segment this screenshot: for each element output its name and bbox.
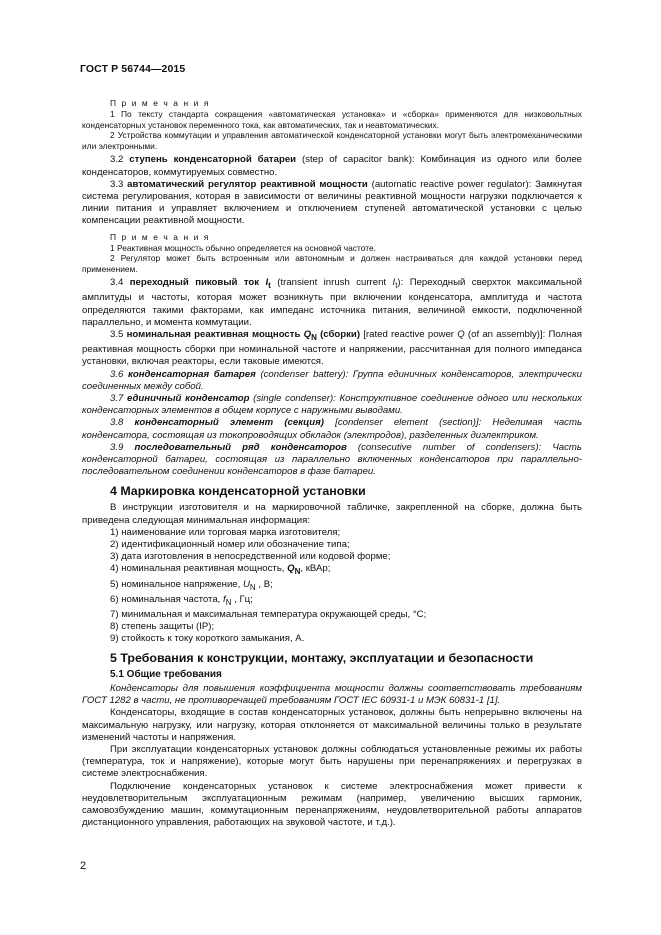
list-item: 3) дата изготовления в непосредственной или кодовой форме; [110, 551, 391, 563]
note-item: 1 По тексту стандарта сокращения «автоматическая установка» и «сборка» применяются для низковольтных конденсаторных установок переменного тока, как автоматических, так и неавтоматических. [82, 109, 582, 130]
page-header: ГОСТ Р 56744—2015 [80, 63, 186, 75]
paragraph: Конденсаторы, входящие в состав конденсаторных установок, должны быть непрерывно включены на максимальную нагрузку, или нагрузку, которая отклоняется от максимальной величины только в результате изменений частоты и напряжения. [82, 707, 582, 743]
list-item: 8) степень защиты (IP); [110, 620, 215, 632]
term-name: последовательный ряд конденсаторов [134, 441, 347, 453]
list-item: 6) номинальная частота, $f_N$ , Гц; [110, 593, 253, 607]
term-3-5: 3.5 номинальная реактивная мощность $Q_N$ (сборки) [rated reactive power Q (of an assembly)]: Полная реактивная мощность сборки при номинальной частоте и напряжении, рассчитанная для полного импеданса установки, включая реакторы, если таковые имеются. [82, 329, 582, 368]
term-name: номинальная реактивная мощность [126, 329, 304, 341]
term-name: автоматический регулятор реактивной мощности [127, 178, 368, 190]
note-item: 2 Устройства коммутации и управления автоматической конденсаторной установки могут быть электромеханическими или электронными. [82, 130, 582, 151]
term-3-9: 3.9 последовательный ряд конденсаторов (consecutive number of condensers): Часть конденсаторной батареи, состоящая из параллельно включенных конденсаторов при параллельно-последовательном соединении конденсаторов в фазе батареи. [82, 441, 582, 478]
list-item: 9) стойкость к току короткого замыкания, А. [110, 633, 305, 645]
term-3-7: 3.7 единичный конденсатор (single condenser): Конструктивное соединение одного или нескольких конденсаторных элементов в общем корпусе с наружными выводами. [82, 393, 582, 417]
list-item: 2) идентификационный номер или обозначение типа; [110, 539, 350, 551]
note-item: 2 Регулятор может быть встроенным или автономным и должен настраиваться для каждой установки перед применением. [82, 253, 582, 274]
list-item: 1) наименование или торговая марка изготовителя; [110, 526, 341, 538]
list-item: 5) номинальное напряжение, $U_N$ , В; [110, 578, 273, 592]
section-5-title: 5 Требования к конструкции, монтажу, эксплуатации и безопасности [110, 651, 534, 666]
term-3-4: 3.4 переходный пиковый ток $I_t$ (transient inrush current $I_t$): Переходный сверхток максимальной амплитуды и частоты, которая может возникнуть при включении конденсатора, амплитуда и частота определяются такими факторами, как импеданс источника питания, величиной емкости, подключенной параллельно, и момента коммутации. [82, 277, 582, 328]
term-name: ступень конденсаторной батареи [129, 154, 297, 166]
page-content [82, 97, 582, 829]
page-number: 2 [80, 860, 87, 872]
term-name: единичный конденсатор [127, 393, 250, 405]
term-3-6: 3.6 конденсаторная батарея (condenser battery): Группа единичных конденсаторов, электрически соединенных между собой. [82, 368, 582, 392]
note-item: 1 Реактивная мощность обычно определяется на основной частоте. [110, 242, 376, 253]
term-name: конденсаторный элемент (секция) [134, 417, 324, 429]
notes-heading: П р и м е ч а н и я [110, 98, 210, 108]
paragraph: Конденсаторы для повышения коэффициента мощности должны соответствовать требованиям ГОСТ 1282 в части, не противоречащей требованиям ГОСТ IEC 60931-1 и МЭК 60831-1 [1]. [82, 682, 582, 707]
term-name: переходный пиковый ток [129, 277, 266, 289]
paragraph: Подключение конденсаторных установок к системе электроснабжения может привести к неудовлетворительным эксплуатационным режимам (например, увеличению высших гармоник, самовозбуждению машин, коммутационным перенапряжениям, неудовлетворительной работы аппаратов дистанционного управления, работающих на звуковой частоте, и т.д.). [82, 780, 582, 829]
section-4-intro: В инструкции изготовителя и на маркировочной табличке, закрепленной на сборке, должна быть приведена следующая минимальная информация: [82, 502, 582, 526]
list-item: 4) номинальная реактивная мощность, $Q_N$, кВАр; [110, 563, 331, 577]
term-3-8: 3.8 конденсаторный элемент (секция) [condenser element (section)]: Неделимая часть конденсатора, состоящая из токопроводящих обкладок (электродов), разделенных диэлектриком. [82, 417, 582, 441]
section-4-title: 4 Маркировка конденсаторной установки [110, 484, 366, 499]
list-item: 7) минимальная и максимальная температура окружающей среды, °С; [110, 608, 427, 620]
term-3-2: 3.2 ступень конденсаторной батареи (step of capacitor bank): Комбинация из одного или более конденсаторов, коммутируемых совместно. [82, 154, 582, 178]
paragraph: При эксплуатации конденсаторных установок должны соблюдаться установленные режимы их работы (температура, ток и напряжение), которые могут быть нарушены при перенапряжениях и перегрузках в системе электроснабжения. [82, 744, 582, 780]
notes-heading: П р и м е ч а н и я [110, 231, 210, 242]
term-3-3: 3.3 автоматический регулятор реактивной мощности (automatic reactive power regulator): Замкнутая система регулирования, которая в зависимости от величины реактивной мощности нагрузки подключается к линии питания и управляет включением и отключением ступеней автоматической установки с целью компенсации реактивной мощности. [82, 178, 582, 227]
subsection-5-1-title: 5.1 Общие требования [110, 669, 222, 681]
term-name: конденсаторная батарея [127, 368, 256, 380]
